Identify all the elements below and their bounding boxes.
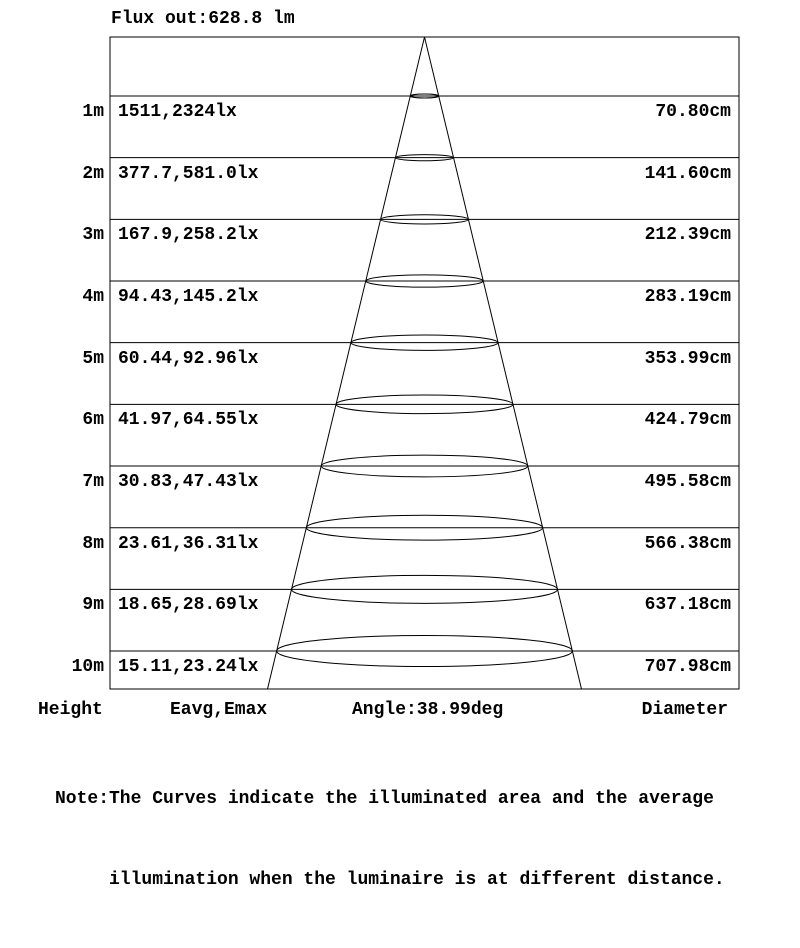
row-illuminance-value: 41.97,64.55lx — [118, 410, 259, 431]
footer-diameter-label: Diameter — [641, 700, 728, 720]
row-diameter-value: 70.80cm — [655, 102, 731, 122]
row-illuminance-value: 30.83,47.43lx — [118, 472, 259, 493]
row-diameter-value: 707.98cm — [644, 657, 731, 678]
note-block — [55, 732, 725, 948]
note-line-2: illumination when the luminaire is at different distance. — [109, 870, 725, 890]
row-height-label: 3m — [82, 225, 104, 246]
row-diameter-value: 637.18cm — [644, 595, 731, 616]
row-diameter-value: 283.19cm — [644, 287, 731, 307]
row-diameter-value: 566.38cm — [644, 533, 731, 554]
row-illuminance-value: 60.44,92.96lx — [118, 348, 259, 369]
row-diameter-value: 495.58cm — [644, 472, 731, 493]
row-height-label: 2m — [82, 163, 104, 184]
row-height-label: 1m — [82, 102, 104, 122]
row-diameter-value: 353.99cm — [644, 348, 731, 369]
row-height-label: 8m — [82, 533, 104, 554]
cone-edge-right — [425, 37, 582, 689]
row-height-label: 5m — [82, 348, 104, 369]
row-height-label: 7m — [82, 472, 104, 493]
row-illuminance-value: 23.61,36.31lx — [118, 533, 259, 554]
row-height-label: 10m — [71, 657, 104, 678]
row-illuminance-value: 1511,2324lx — [118, 102, 237, 122]
row-illuminance-value: 94.43,145.2lx — [118, 287, 259, 307]
footer-angle-label: Angle:38.99deg — [352, 700, 504, 720]
note-line-1: Note:The Curves indicate the illuminated area and the average — [55, 789, 714, 809]
cone-edge-left — [267, 37, 424, 689]
row-diameter-value: 212.39cm — [644, 225, 731, 246]
row-diameter-value: 141.60cm — [644, 163, 731, 184]
row-illuminance-value: 377.7,581.0lx — [118, 163, 259, 184]
row-diameter-value: 424.79cm — [644, 410, 731, 431]
row-height-label: 4m — [82, 287, 104, 307]
row-illuminance-value: 18.65,28.69lx — [118, 595, 259, 616]
row-illuminance-value: 15.11,23.24lx — [118, 657, 259, 678]
row-height-label: 9m — [82, 595, 104, 616]
row-height-label: 6m — [82, 410, 104, 431]
flux-output-label: Flux out:628.8 lm — [111, 9, 295, 29]
footer-eavg-emax-label: Eavg,Emax — [170, 700, 268, 720]
footer-height-label: Height — [38, 700, 103, 720]
row-illuminance-value: 167.9,258.2lx — [118, 225, 259, 246]
